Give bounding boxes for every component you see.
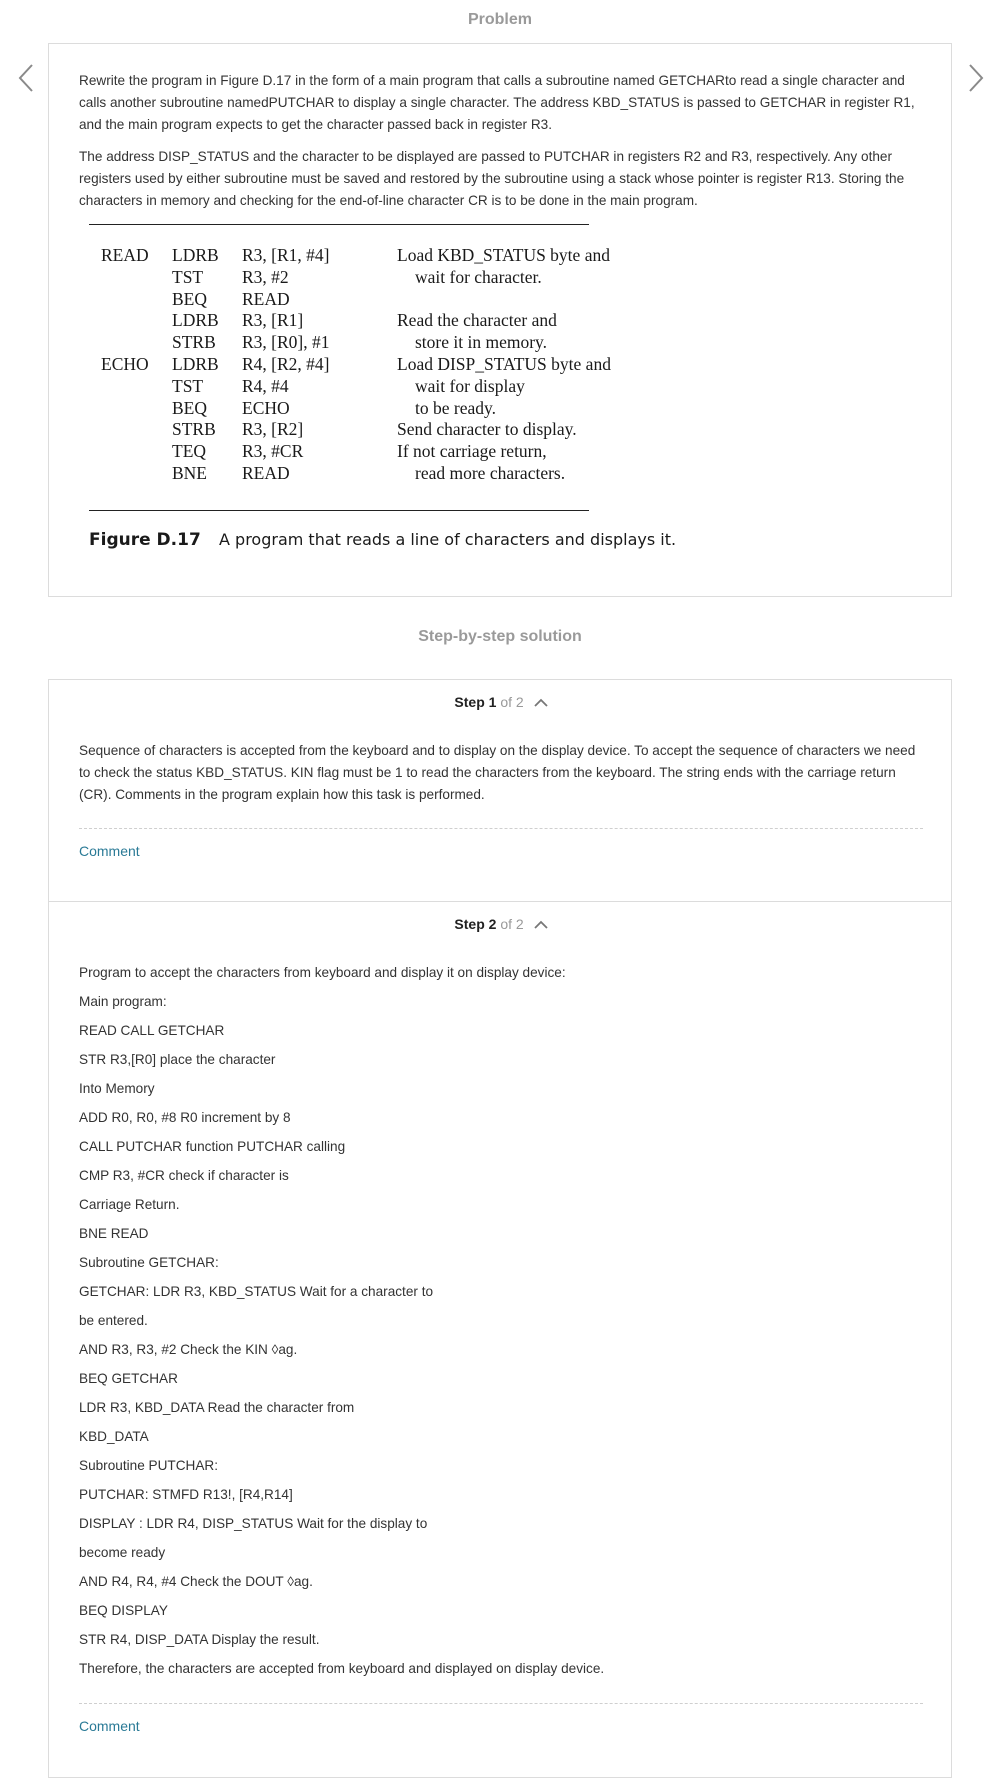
solution-line: GETCHAR: LDR R3, KBD_STATUS Wait for a character to bbox=[79, 1284, 434, 1299]
code-label: ECHO bbox=[101, 353, 149, 374]
solution-line: CMP R3, #CR check if character is bbox=[79, 1168, 289, 1183]
step-1-header[interactable] bbox=[49, 692, 953, 712]
code-opcode: TST bbox=[172, 375, 204, 396]
next-button[interactable] bbox=[960, 60, 990, 96]
step-2-card bbox=[48, 901, 952, 1778]
code-comment: wait for display bbox=[415, 375, 525, 396]
chevron-right-icon bbox=[960, 60, 990, 96]
code-opcode: TST bbox=[172, 266, 204, 287]
solution-line: Carriage Return. bbox=[79, 1197, 180, 1212]
code-operands: R3, [R0], #1 bbox=[242, 332, 330, 353]
code-operands: R4, #4 bbox=[242, 375, 289, 396]
code-opcode: BEQ bbox=[172, 397, 207, 418]
solution-line: BNE READ bbox=[79, 1226, 149, 1241]
code-comment: Send character to display. bbox=[397, 419, 577, 440]
code-row bbox=[89, 398, 589, 420]
solution-line: PUTCHAR: STMFD R13!, [R4,R14] bbox=[79, 1487, 293, 1502]
solution-line: Subroutine GETCHAR: bbox=[79, 1255, 219, 1270]
code-operands: R3, #CR bbox=[242, 441, 304, 462]
step-2-comment-link[interactable]: Comment bbox=[79, 1718, 140, 1734]
solution-line: STR R4, DISP_DATA Display the result. bbox=[79, 1632, 320, 1647]
step-1-divider bbox=[79, 828, 923, 829]
solution-line: Into Memory bbox=[79, 1081, 155, 1096]
step-2-header[interactable] bbox=[49, 914, 953, 934]
solution-heading: Step-by-step solution bbox=[418, 628, 582, 645]
problem-heading: Problem bbox=[467, 11, 532, 28]
code-opcode: BNE bbox=[172, 462, 207, 483]
code-operands: R3, [R2] bbox=[242, 419, 304, 440]
code-row bbox=[89, 245, 610, 267]
code-comment: Load DISP_STATUS byte and bbox=[397, 353, 611, 374]
code-row bbox=[89, 310, 589, 332]
step-1-text: Sequence of characters is accepted from the keyboard and to display on the display device. To accept the sequence of characters we need to check the status KBD_STATUS. KIN flag must be 1 to read the characters from the keyboard. The string ends with the carriage return (CR). Comments in the program explain how this task is performed. bbox=[79, 743, 916, 802]
code-opcode: STRB bbox=[172, 332, 216, 353]
code-operands: READ bbox=[242, 462, 290, 483]
code-comment: If not carriage return, bbox=[397, 441, 547, 462]
solution-line: be entered. bbox=[79, 1313, 148, 1328]
code-comment: Read the character and bbox=[397, 310, 557, 331]
figure-caption bbox=[89, 530, 677, 550]
code-row bbox=[89, 353, 611, 376]
solution-line: Main program: bbox=[79, 994, 167, 1009]
problem-paragraph: Rewrite the program in Figure D.17 in the form of a main program that calls a subroutine named GETCHARto read a single character and calls another subroutine namedPUTCHAR to display a single character. The address KBD_STATUS is passed to GETCHAR in register R1, and the main program expects to get the character passed back in register R3. bbox=[79, 73, 915, 132]
solution-line: LDR R3, KBD_DATA Read the character from bbox=[79, 1400, 355, 1415]
solution-line: AND R3, R3, #2 Check the KIN ◊ag. bbox=[79, 1342, 298, 1357]
solution-line: STR R3,[R0] place the character bbox=[79, 1052, 276, 1067]
figure-bottom-rule bbox=[89, 510, 589, 511]
chevron-up-icon[interactable] bbox=[534, 920, 548, 930]
code-label: READ bbox=[101, 245, 149, 265]
solution-line: Program to accept the characters from keyboard and display it on display device: bbox=[79, 965, 566, 980]
step-1-card bbox=[48, 679, 952, 902]
code-comment: store it in memory. bbox=[415, 332, 548, 353]
solution-line: AND R4, R4, #4 Check the DOUT ◊ag. bbox=[79, 1574, 313, 1589]
step-1-comment-link[interactable]: Comment bbox=[79, 843, 140, 859]
code-opcode: STRB bbox=[172, 419, 216, 440]
solution-line: Subroutine PUTCHAR: bbox=[79, 1458, 219, 1473]
solution-line: become ready bbox=[79, 1545, 166, 1560]
chevron-left-icon bbox=[12, 60, 42, 96]
code-comment: Load KBD_STATUS byte and bbox=[397, 245, 610, 265]
problem-text bbox=[79, 70, 929, 222]
solution-line: Therefore, the characters are accepted from keyboard and displayed on display device. bbox=[79, 1661, 605, 1676]
step-label: Step 1 bbox=[454, 694, 497, 710]
solution-line: CALL PUTCHAR function PUTCHAR calling bbox=[79, 1139, 346, 1154]
code-opcode: LDRB bbox=[172, 245, 219, 265]
figure-caption-text: A program that reads a line of characters and displays it. bbox=[219, 530, 677, 549]
solution-line: DISPLAY : LDR R4, DISP_STATUS Wait for the display to bbox=[79, 1516, 428, 1531]
code-comment: to be ready. bbox=[415, 397, 496, 418]
code-row bbox=[89, 332, 589, 354]
code-row bbox=[89, 463, 589, 485]
code-operands: R3, [R1, #4] bbox=[242, 245, 330, 265]
prev-button[interactable] bbox=[12, 60, 42, 96]
code-operands: R4, [R2, #4] bbox=[242, 353, 330, 374]
figure-d17 bbox=[89, 224, 611, 485]
solution-line: READ CALL GETCHAR bbox=[79, 1023, 225, 1038]
figure-number: Figure D.17 bbox=[89, 530, 201, 550]
code-operands: ECHO bbox=[242, 397, 290, 418]
code-row bbox=[89, 419, 589, 441]
problem-paragraph: The address DISP_STATUS and the character to be displayed are passed to PUTCHAR in registers R2 and R3, respectively. Any other registers used by either subroutine must be saved and restored by the subroutine using a stack whose pointer is register R13. Storing the characters in memory and checking for the end-of-line character CR is to be done in the main program. bbox=[79, 149, 905, 208]
solution-line: KBD_DATA bbox=[79, 1429, 149, 1444]
solution-line: BEQ GETCHAR bbox=[79, 1371, 178, 1386]
solution-line: ADD R0, R0, #8 R0 increment by 8 bbox=[79, 1110, 291, 1125]
code-opcode: BEQ bbox=[172, 288, 207, 309]
code-opcode: LDRB bbox=[172, 310, 219, 331]
solution-line: BEQ DISPLAY bbox=[79, 1603, 168, 1618]
step-label: Step 2 bbox=[454, 916, 497, 932]
code-listing bbox=[89, 225, 611, 485]
chevron-up-icon[interactable] bbox=[534, 698, 548, 708]
code-row bbox=[89, 267, 589, 289]
step-count: of 2 bbox=[500, 694, 524, 710]
code-operands: READ bbox=[242, 288, 290, 309]
code-operands: R3, [R1] bbox=[242, 310, 304, 331]
code-opcode: TEQ bbox=[172, 441, 207, 462]
code-operands: R3, #2 bbox=[242, 266, 289, 287]
step-2-body bbox=[79, 962, 929, 1687]
step-count: of 2 bbox=[500, 916, 524, 932]
code-row bbox=[89, 376, 589, 398]
code-comment: wait for character. bbox=[415, 266, 542, 287]
code-opcode: LDRB bbox=[172, 353, 219, 374]
code-row bbox=[89, 441, 589, 463]
step-1-body bbox=[79, 740, 929, 806]
step-2-divider bbox=[79, 1703, 923, 1704]
code-row bbox=[89, 289, 589, 311]
code-comment: read more characters. bbox=[415, 462, 566, 483]
problem-card bbox=[48, 43, 952, 597]
